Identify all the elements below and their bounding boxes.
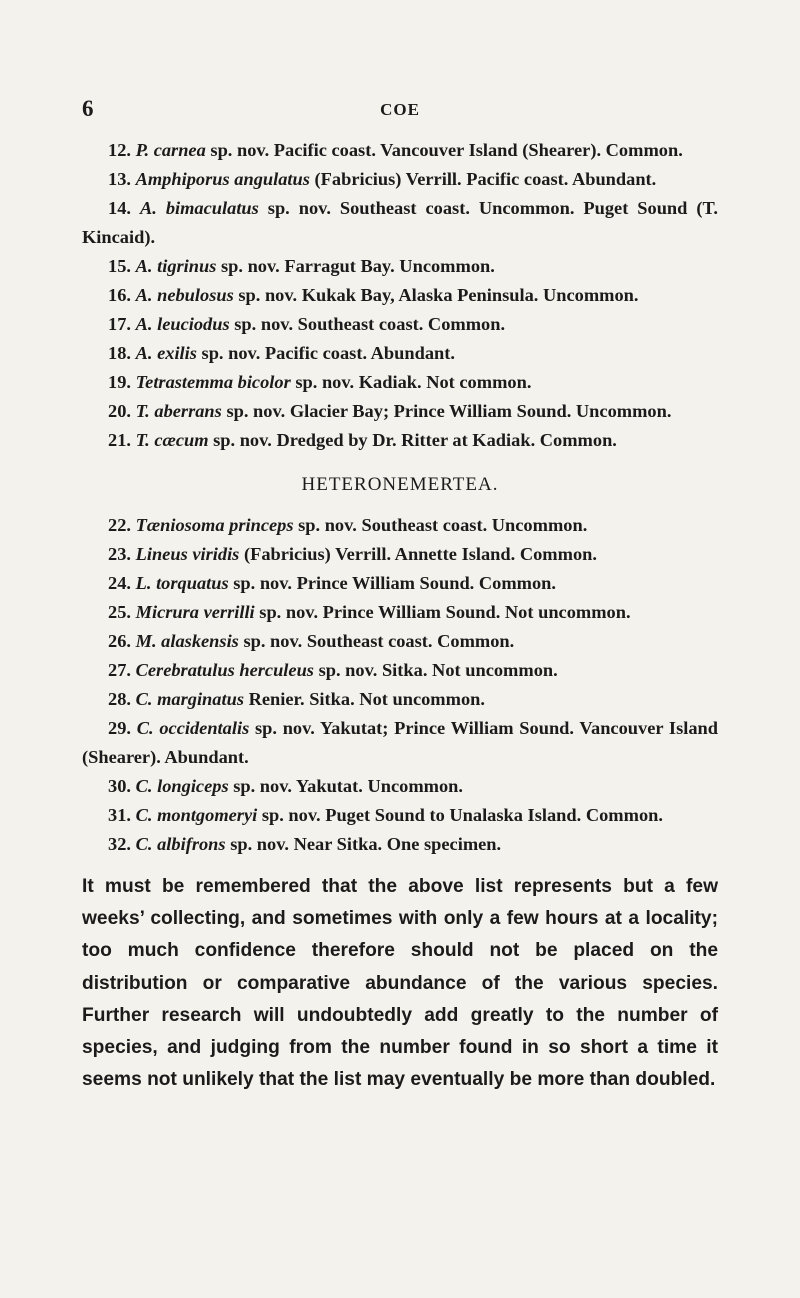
genus-name: Micrura [135, 602, 199, 622]
entry-description: sp. nov. Sitka. Not uncommon. [318, 660, 558, 680]
species-name: montgomeryi [157, 805, 258, 825]
genus-name: T. [135, 430, 150, 450]
species-name: herculeus [239, 660, 314, 680]
species-name: nebulosus [157, 285, 234, 305]
species-name: longiceps [157, 776, 229, 796]
genus-name: A. [135, 343, 153, 363]
species-entry [82, 569, 718, 598]
species-name: cæcum [154, 430, 209, 450]
entry-number: 29. [108, 718, 131, 738]
entry-number: 18. [108, 343, 131, 363]
genus-name: P. [135, 140, 150, 160]
entry-number: 26. [108, 631, 131, 651]
species-name: bicolor [237, 372, 291, 392]
species-name: albifrons [157, 834, 226, 854]
closing-paragraph: It must be remembered that the above list represents but a few weeks’ collecting, and sometimes with only a few hours at a locality; too much confidence therefore should not be placed on the distribution or comparative abundance of the various species. Further research will undoubtedly add greatly to the number of species, and judging from the number found in so short a time it seems not unlikely that the list may eventually be more than doubled. [82, 876, 718, 1091]
entry-description: sp. nov. Near Sitka. One specimen. [230, 834, 502, 854]
genus-name: Tæniosoma [135, 515, 225, 535]
species-entry [82, 136, 718, 165]
genus-name: A. [135, 314, 153, 334]
species-entry [82, 656, 718, 685]
species-entry [82, 801, 718, 830]
species-name: alaskensis [161, 631, 239, 651]
entry-description: sp. nov. Pacific coast. Vancouver Island (Shearer). Common. [210, 140, 683, 160]
entry-description: sp. nov. Glacier Bay; Prince William Sound. Uncommon. [226, 401, 672, 421]
species-name: carnea [153, 140, 206, 160]
genus-name: Tetrastemma [135, 372, 234, 392]
entry-description: sp. nov. Kadiak. Not common. [295, 372, 532, 392]
species-entry [82, 252, 718, 281]
species-name: angulatus [234, 169, 310, 189]
entry-number: 28. [108, 689, 131, 709]
species-entry [82, 830, 718, 859]
entry-number: 14. [108, 198, 131, 218]
genus-name: A. [135, 285, 153, 305]
entry-description: (Fabricius) Verrill. Pacific coast. Abundant. [314, 169, 657, 189]
entry-number: 32. [108, 834, 131, 854]
page-number: 6 [82, 96, 94, 121]
species-name: torquatus [156, 573, 229, 593]
genus-name: A. [139, 198, 157, 218]
page-header [82, 96, 718, 132]
genus-name: L. [135, 573, 152, 593]
entry-description: sp. nov. Southeast coast. Uncommon. [298, 515, 588, 535]
species-entry [82, 685, 718, 714]
entry-description: sp. nov. Prince William Sound. Common. [233, 573, 557, 593]
entry-number: 25. [108, 602, 131, 622]
entry-description: sp. nov. Yakutat; Prince William Sound. Vancouver Island (Shearer). Abundant. [82, 718, 718, 767]
genus-name: C. [135, 689, 153, 709]
species-entry [82, 281, 718, 310]
entry-number: 19. [108, 372, 131, 392]
entry-description: Renier. Sitka. Not uncommon. [248, 689, 485, 709]
entry-description: sp. nov. Kukak Bay, Alaska Peninsula. Uncommon. [238, 285, 639, 305]
species-entry [82, 339, 718, 368]
genus-name: A. [135, 256, 153, 276]
entry-number: 31. [108, 805, 131, 825]
entry-description: sp. nov. Prince William Sound. Not uncommon. [259, 602, 631, 622]
species-name: occidentalis [159, 718, 250, 738]
entry-number: 22. [108, 515, 131, 535]
entry-number: 20. [108, 401, 131, 421]
species-name: leuciodus [157, 314, 230, 334]
entry-number: 30. [108, 776, 131, 796]
entry-description: sp. nov. Southeast coast. Uncommon. Puget Sound (T. Kincaid). [82, 198, 718, 247]
species-entry [82, 598, 718, 627]
genus-name: Cerebratulus [135, 660, 235, 680]
species-name: tigrinus [157, 256, 217, 276]
species-entry [82, 368, 718, 397]
species-entry [82, 397, 718, 426]
running-title: COE [380, 100, 420, 119]
entry-number: 23. [108, 544, 131, 564]
species-list-part-2 [82, 511, 718, 859]
species-entry [82, 627, 718, 656]
entry-number: 24. [108, 573, 131, 593]
species-name: aberrans [154, 401, 222, 421]
species-name: princeps [229, 515, 294, 535]
entry-description: sp. nov. Pacific coast. Abundant. [201, 343, 455, 363]
entry-description: sp. nov. Southeast coast. Common. [234, 314, 506, 334]
species-entry [82, 426, 718, 455]
genus-name: Amphiporus [135, 169, 230, 189]
entry-number: 12. [108, 140, 131, 160]
species-entry [82, 540, 718, 569]
entry-number: 21. [108, 430, 131, 450]
entry-description: (Fabricius) Verrill. Annette Island. Common. [243, 544, 597, 564]
genus-name: C. [135, 834, 153, 854]
entry-description: sp. nov. Puget Sound to Unalaska Island. Common. [261, 805, 663, 825]
section-heading: HETERONEMERTEA. [301, 474, 499, 495]
entry-description: sp. nov. Farragut Bay. Uncommon. [221, 256, 495, 276]
entry-number: 13. [108, 169, 131, 189]
species-entry [82, 714, 718, 772]
entry-number: 16. [108, 285, 131, 305]
entry-description: sp. nov. Yakutat. Uncommon. [233, 776, 463, 796]
species-list-part-1 [82, 136, 718, 455]
genus-name: C. [136, 718, 154, 738]
entry-number: 17. [108, 314, 131, 334]
species-entry [82, 511, 718, 540]
document-page [82, 96, 718, 1096]
genus-name: C. [135, 776, 153, 796]
species-entry [82, 194, 718, 252]
species-name: marginatus [157, 689, 244, 709]
species-name: verrilli [203, 602, 255, 622]
species-name: exilis [157, 343, 197, 363]
entry-number: 15. [108, 256, 131, 276]
species-entry [82, 772, 718, 801]
entry-number: 27. [108, 660, 131, 680]
entry-description: sp. nov. Dredged by Dr. Ritter at Kadiak. Common. [213, 430, 617, 450]
genus-name: C. [135, 805, 153, 825]
species-entry [82, 165, 718, 194]
entry-description: sp. nov. Southeast coast. Common. [243, 631, 515, 651]
genus-name: T. [135, 401, 150, 421]
species-name: bimaculatus [165, 198, 259, 218]
species-name: viridis [192, 544, 240, 564]
genus-name: Lineus [135, 544, 188, 564]
genus-name: M. [135, 631, 157, 651]
species-entry [82, 310, 718, 339]
